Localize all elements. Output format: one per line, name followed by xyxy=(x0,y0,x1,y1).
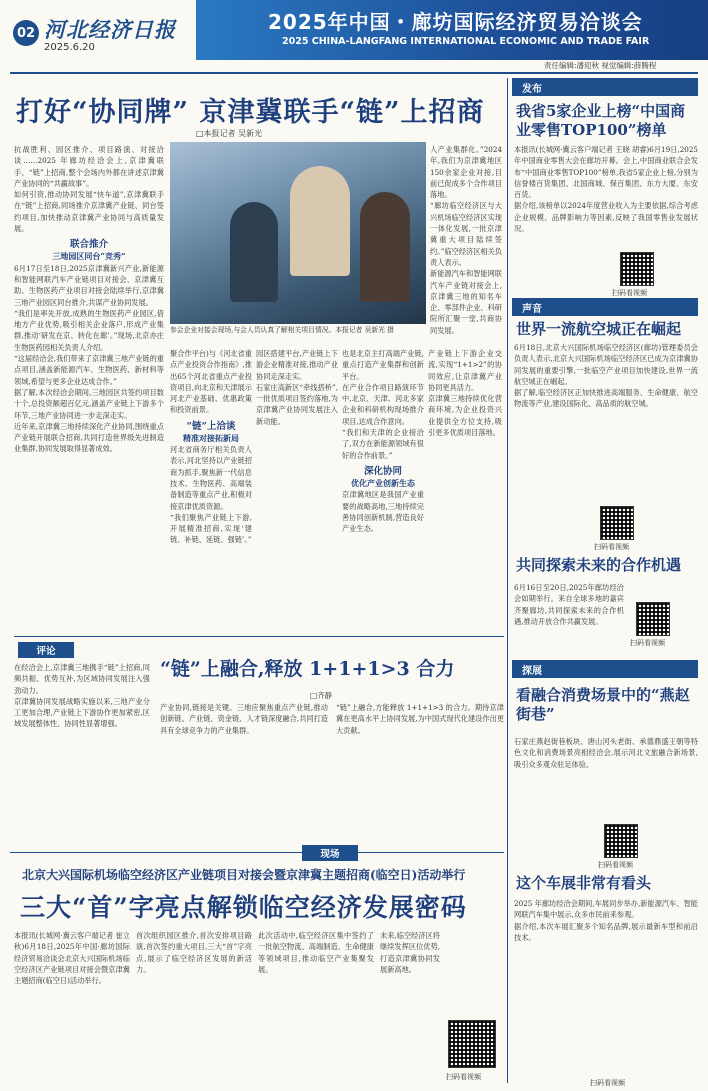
lead-para: 园区搭建平台,产业链上下游企业精准对接,推动产业协同走深走实。 xyxy=(256,349,338,381)
bottom-kicker: 北京大兴国际机场临空经济区产业链项目对接会暨京津冀主题招商(临空日)活动举行 xyxy=(22,868,466,882)
lead-para: 如何引资,推动协同发展“快车道”,京津冀联手在“链”上招商,同场推介京津冀产业链、同台签约项目,加快推动京津冀产业协同与高质量发展。 xyxy=(14,190,164,234)
voice-tag: 声音 xyxy=(512,298,698,316)
lead-column-4 xyxy=(430,144,502,344)
lead-para: 产业链上下游企业交流,实现“1+1>2”的协同效应,让京津冀产业协同更具活力。 xyxy=(428,349,502,392)
voice-para: 6月18日,北京大兴国际机场临空经济区(廊坊)管理委员会负责人表示,北京大兴国际机场临空经济区已成为京津冀协同发展的重要引擎,一批临空产业项目加快建设,世界一流航空城正在崛起。 xyxy=(514,343,698,386)
header-rule xyxy=(10,72,698,74)
photo-figure xyxy=(290,166,350,276)
comment-column-2 xyxy=(160,702,328,834)
lead-subhead-2: 精准对接拓新局 xyxy=(183,432,239,443)
lead-photo xyxy=(170,142,426,324)
lead-byline: □本报记者 吴新光 xyxy=(196,129,263,138)
release-para: 据介绍,该榜单以2024年度营业收入为主要依据,综合考虑企业规模、品牌影响力等因素,反映了我国零售业发展状况。 xyxy=(514,201,698,234)
lead-para: 抗战胜利、园区推介、项目路演、对接洽谈……2025 年廊坊经洽会上,京津冀联手、“链”上招商,整个会场内外都在讲述京津冀产业协同的“共赢故事”。 xyxy=(14,145,164,188)
lead-para: 也是北京主打高端产业链,重点打造产业集群和创新平台。 xyxy=(342,349,424,381)
photo-figure xyxy=(360,192,410,302)
release-body xyxy=(514,144,698,276)
expo-body xyxy=(514,736,698,826)
qr-code-icon[interactable] xyxy=(604,824,638,858)
comment-byline: □齐静 xyxy=(310,691,333,700)
autoshow-para: 2025 年廊坊经洽会期间,车展同步举办,新能源汽车、智能网联汽车集中展示,众多市民前来参观。 xyxy=(514,899,698,920)
bottom-column-2 xyxy=(136,930,252,1082)
section-divider xyxy=(14,636,504,637)
autoshow-para: 据介绍,本次车展汇聚多个知名品牌,展示最新车型和前沿技术。 xyxy=(514,921,698,942)
comment-headline: “链”上融合,释放 1+1+1>3 合力 xyxy=(160,658,455,680)
lead-para: 据了解,本次经洽会期间,三地园区共签约项目数十个,总投资额超百亿元,涵盖产业链上下游多个环节,三地产业协同进一步走深走实。 xyxy=(14,387,164,420)
page-number: 02 xyxy=(13,20,39,46)
cooperation-para: 6月16日至20日,2025年廊坊经洽会如期举行。来自全球多地的嘉宾齐聚廊坊,共同探索未来的合作机遇,推动开放合作共赢发展。 xyxy=(514,583,624,626)
lead-para: 新能源汽车和智能网联汽车产业链对接会上,京津冀三地的知名车企、零部件企业、科研院所汇聚一堂,共商协同发展。 xyxy=(430,269,502,335)
lead-para: “我们和天津的企业接洽了,双方在新能源领域有很好的合作前景。” xyxy=(342,428,424,460)
comment-para: 京津冀协同发展战略实施以来,三地产业分工更加合理,产业链上下游协作更加紧密,区域发展整体性、协同性显著增强。 xyxy=(14,696,150,729)
bottom-para: 未来,临空经济区将继续发挥区位优势,打造京津冀协同发展新高地。 xyxy=(380,931,440,974)
photo-caption: 参会企业对接会现场,与会人员认真了解相关项目情况。本报记者 吴新光 摄 xyxy=(170,326,394,334)
lead-column-6 xyxy=(428,348,502,630)
masthead xyxy=(0,0,708,66)
lead-subhead: 深化协同 xyxy=(363,465,402,477)
autoshow-headline: 这个车展非常有看头 xyxy=(516,874,652,892)
lead-para: 聚合作平台)与《河北省重点产业投资合作指南》,推出65个河北省重点产业投资项目,向北京和天津展示河北产业基础、优惠政策和投资前景。 xyxy=(170,349,252,415)
paper-title: 河北经济日报 xyxy=(44,17,176,42)
issue-date: 2025.6.20 xyxy=(44,42,95,53)
bottom-column-4 xyxy=(380,930,440,1082)
lead-para: 人产业集群化。”2024年,我们为京津冀地区150余家企业对接,目前已促成多个合作项目落地。 xyxy=(430,145,502,200)
expo-headline: 看融合消费场景中的“燕赵街巷” xyxy=(516,686,690,723)
lead-column-1 xyxy=(14,144,164,630)
lead-para: 近年来,京津冀三地持续深化产业协同,围绕重点产业链开展联合招商,共同打造世界级先进制造业集群,协同发展取得显著成效。 xyxy=(14,421,164,454)
comment-para: “链”上融合,方能释放 1+1+1>3 的合力。期待京津冀在更高水平上协同发展,为中国式现代化建设作出更大贡献。 xyxy=(336,703,504,735)
lead-para: 在产业合作项目路演环节中,北京、天津、河北多家企业和科研机构现场推介项目,达成合作意向。 xyxy=(342,382,424,426)
lead-subhead-2: 三地园区同台“竞秀” xyxy=(52,251,126,262)
lead-para: 石家庄高新区“牵线搭桥”,一批优质项目签约落地,为京津冀产业协同发展注入新动能。 xyxy=(256,382,338,426)
scan-label: 扫码看视频 xyxy=(598,861,633,869)
expo-para: 石家庄燕赵街巷板块、唐山河头老街、承德鼎盛王朝等特色文化和消费场景亮相经洽会,展示河北文旅融合新场景,吸引众多观众驻足体验。 xyxy=(514,737,698,769)
qr-code-icon[interactable] xyxy=(600,506,634,540)
qr-code-icon[interactable] xyxy=(448,1020,496,1068)
scan-label: 扫码看视频 xyxy=(612,289,647,297)
qr-code-icon[interactable] xyxy=(620,252,654,286)
comment-column-3 xyxy=(336,702,504,834)
scan-label: 扫码看视频 xyxy=(446,1073,481,1081)
lead-para: “廊坊临空经济区与大兴机场临空经济区实现一体化发展,一批京津冀重大项目陆续签约。”临空经济区相关负责人表示。 xyxy=(430,201,502,267)
photo-figure xyxy=(230,202,278,302)
lead-column-5 xyxy=(342,348,424,630)
voice-body xyxy=(514,342,698,492)
lead-para: 河北省商务厅相关负责人表示,河北坚持以产业链招商为抓手,聚焦新一代信息技术、生物医药、高端装备制造等重点产业,积极对接京津优质资源。 xyxy=(170,445,252,511)
expo-tag: 探展 xyxy=(512,660,698,678)
scene-tag: 现场 xyxy=(302,845,358,861)
bottom-headline: 三大“首”字亮点解锁临空经济发展密码 xyxy=(20,893,467,922)
lead-column-3 xyxy=(256,348,338,630)
lead-headline: 打好“协同牌” 京津冀联手“链”上招商 xyxy=(16,97,485,128)
voice-headline: 世界一流航空城正在崛起 xyxy=(516,320,682,338)
cooperation-body xyxy=(514,582,624,642)
cooperation-headline: 共同探索未来的合作机遇 xyxy=(516,556,682,574)
comment-column-1 xyxy=(14,662,150,834)
bottom-para: 此次活动中,临空经济区集中签约了一批航空物流、高端制造、生命健康等领域项目,推动临空产业集聚发展。 xyxy=(258,931,374,974)
voice-para: 据了解,临空经济区正加快推进高端服务、生命健康、航空物流等产业,建设国际化、高品质的航空城。 xyxy=(514,388,698,409)
lead-subhead-2: 优化产业创新生态 xyxy=(351,477,415,488)
lead-para: 6月17日至18日,2025京津冀新兴产业,新能源和智能网联汽车产业链项目对接会、京津冀互助、生物医药产业项目对接会陆续举行,京津冀三地产业园区同台推介,共谋产业协同发展。 xyxy=(14,263,164,307)
bottom-para: 本报讯(长城网·冀云客户端记者 崔立秋)6月18日,2025年中国·廊坊国际经济贸易洽谈会北京大兴国际机场临空经济区产业链项目对接会暨京津冀主题招商(临空日)活动举行。 xyxy=(14,931,130,986)
column-divider xyxy=(507,78,508,1083)
release-para: 本报讯(长城网·冀云客户端记者 王晓 胡睿)6月19日,2025年中国商业零售大会在廊坊开幕。会上,中国商业联合会发布“中国商业零售TOP100”榜单,我省5家企业上榜,分别为信誉楼百货集团、北国商城、保百集团、东方大厦、东安百货。 xyxy=(514,145,698,200)
section-divider xyxy=(10,852,504,853)
release-tag: 发布 xyxy=(512,78,698,96)
bottom-column-1 xyxy=(14,930,130,1082)
banner-subtitle: 2025 CHINA-LANGFANG INTERNATIONAL ECONOMIC AND TRADE FAIR xyxy=(282,36,650,47)
lead-para: 京津冀地区是我国产业重要的战略高地,三地持续完善协同创新机制,营造良好产业生态。 xyxy=(342,490,424,534)
comment-tag: 评论 xyxy=(18,642,74,658)
comment-para: 在经洽会上,京津冀三地携手“链”上招商,同频共振、优势互补,为区域协同发展注入强劲动力。 xyxy=(14,663,150,695)
autoshow-body xyxy=(514,898,698,1048)
bottom-para: 首次组织园区推介,首次安排项目路演,首次签约重大项目,三大“首”字亮点,展示了临空经济区发展的新活力。 xyxy=(136,931,252,974)
bottom-column-3 xyxy=(258,930,374,1082)
lead-column-2 xyxy=(170,348,252,630)
lead-para: “我们聚焦产业链上下游,开展精准招商,实现‘建链、补链、延链、强链’。” xyxy=(170,512,252,545)
scan-label: 扫码看视频 xyxy=(594,543,629,551)
lead-para: “这届经洽会,我们带来了京津冀三地产业链的重点项目,涵盖新能源汽车、生物医药、新材料等领域,希望与更多企业达成合作。” xyxy=(14,354,164,386)
editor-credits: 责任编辑:潘迎秋 视觉编辑:薛腾程 xyxy=(544,61,657,70)
lead-para: “我们是率先开放,成熟的生物医药产业园区,借地方产业优势,吸引相关企业落户,形成产业集群,推动‘研发在京、转化在廊’。”现场,北京亦庄生物医药园相关负责人介绍。 xyxy=(14,308,164,352)
lead-subhead: “链”上洽谈 xyxy=(186,420,236,432)
scan-label: 扫码看视频 xyxy=(630,639,665,647)
lead-subhead: 联合推介 xyxy=(69,239,108,251)
release-headline: 我省5家企业上榜“中国商业零售TOP100”榜单 xyxy=(516,102,686,139)
scan-label: 扫码看视频 xyxy=(590,1079,625,1087)
comment-para: 产业协同,链接是关键。三地应聚焦重点产业链,推动创新链、产业链、资金链、人才链深度融合,共同打造具有全球竞争力的产业集群。 xyxy=(160,703,328,735)
banner-title: 2025年中国・廊坊国际经济贸易洽谈会 xyxy=(268,10,643,34)
qr-code-icon[interactable] xyxy=(636,602,670,636)
lead-para: 京津冀三地持续优化营商环境,为企业投资兴业提供全方位支持,吸引更多优质项目落地。 xyxy=(428,394,502,438)
